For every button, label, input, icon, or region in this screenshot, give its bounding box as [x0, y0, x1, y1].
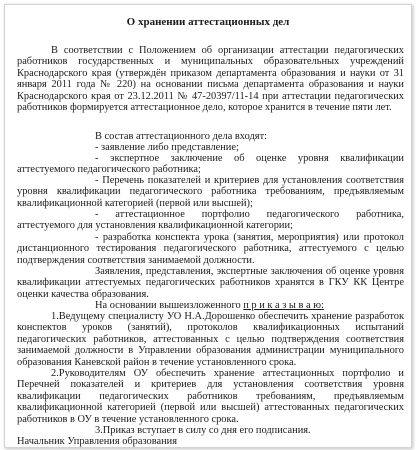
document-body [5, 5, 411, 447]
storage-paragraph: Заявления, представления, экспертные заключения об оценке уровня квалификации аттестуемых педагогических работников хранятся в ГКУ КК Центре оценки качества образования. [17, 266, 404, 300]
order-item-2: 2.Руководителям ОУ обеспечить хранение аттестационных портфолио и Перечней показателей и критериев для установления соответствия уровня квалификации педагогических работников требованиям, предъявляемым квалификационной категорией (первой или высшей) аттестованных педагогических работников в ОУ в течение установленного срока. [17, 368, 404, 425]
composition-item-application: - заявление либо представление; [95, 142, 239, 153]
composition-item-portfolio: - аттестационное портфолио педагогического работника, аттестуемого для установления квалификационной категории; [17, 209, 404, 232]
order-word: п р и к а з ы в а ю: [243, 300, 324, 311]
order-prefix: На основании вышеизложенного [95, 300, 241, 311]
signature-line: Начальник Управления образования [17, 436, 178, 447]
composition-heading: В состав аттестационного дела входят: [95, 131, 267, 142]
order-item-1: 1.Ведущему специалисту УО Н.А.Дорошенко обеспечить хранение разработок конспектов уроков (занятий), протоколов квалификационных испытаний педагогических работников, аттестованных с целью подтверждения соответствия занимаемой должности в Управлении образования администрации муниципального образования Каневской район в течение установленного срока. [17, 311, 404, 368]
document-page [4, 4, 412, 448]
composition-item-lesson-plan: - разработка конспекта урока (занятия, мероприятия) или протокол дистанционного тестирования педагогического работника, аттестуемого с целью подтверждения соответствия занимаемой должности. [17, 232, 404, 266]
order-line [17, 300, 404, 311]
composition-item-criteria-list: - Перечень показателей и критериев для установления соответствия уровня квалификации педагогического работника требованиям, предъявляемым квалификационной категорией (первой или высшей); [17, 175, 404, 209]
intro-paragraph: В соответствии с Положением об организации аттестации педагогических работников государственных и муниципальных образовательных учреждений Краснодарского края (утверждён приказом департамента образования и науки от 31 января 2011 года № 220) на основании письма департамента образования и науки Краснодарского края от 23.12.2011 № 47-20397/11-14 при аттестации педагогических работников формируется аттестационное дело, которое хранится в течение пяти лет. [17, 45, 404, 114]
order-item-3: 3.Приказ вступает в силу со дня его подписания. [95, 425, 311, 436]
composition-item-expert-conclusion: - экспертное заключение об оценке уровня квалификации аттестуемого педагогического работника; [17, 153, 404, 176]
document-title: О хранении аттестационных дел [126, 16, 290, 28]
